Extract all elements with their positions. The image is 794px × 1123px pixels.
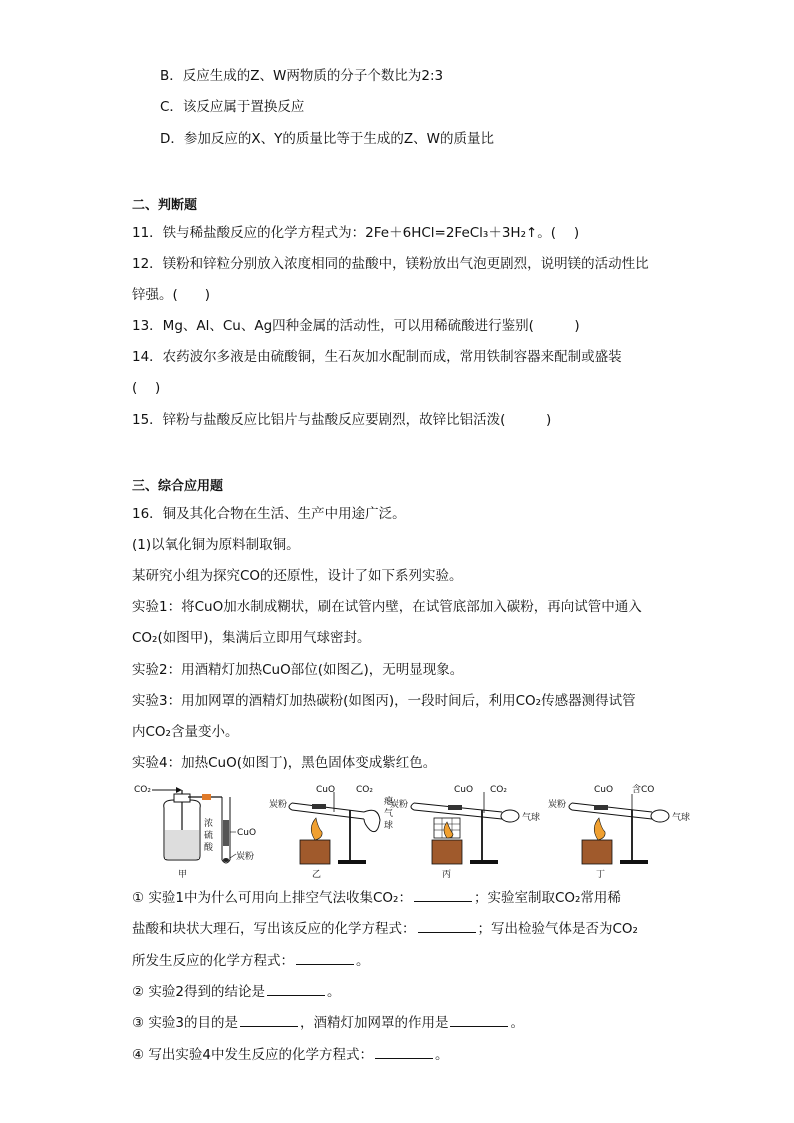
bing-caption: 丙 bbox=[442, 870, 452, 880]
experiment-1-line2: CO₂(如图甲)，集满后立即用气球密封。 bbox=[132, 630, 371, 646]
figure-bing bbox=[390, 785, 540, 880]
question-12-line1: 12．镁粉和锌粒分别放入浓度相同的盐酸中，镁粉放出气泡更剧烈，说明镁的活动性比 bbox=[132, 256, 649, 272]
yi-cuo-label: CuO bbox=[316, 785, 336, 795]
answer-blank-3[interactable] bbox=[296, 950, 354, 965]
experiment-intro: 某研究小组为探究CO的还原性，设计了如下系列实验。 bbox=[132, 568, 463, 584]
question-16-part1: (1)以氧化铜为原料制取铜。 bbox=[132, 537, 300, 553]
experiment-3-line2: 内CO₂含量变小。 bbox=[132, 724, 239, 740]
yi-carbon-label: 炭粉 bbox=[269, 800, 288, 810]
jia-acid-char3: 酸 bbox=[204, 843, 214, 853]
jia-cuo-label: CuO bbox=[237, 828, 257, 838]
jia-acid-char1: 浓 bbox=[204, 819, 214, 829]
subquestion-1-line3 bbox=[132, 950, 370, 971]
bing-carbon-label: 炭粉 bbox=[390, 800, 409, 810]
experiment-2: 实验2：用酒精灯加热CuO部位(如图乙)，无明显现象。 bbox=[132, 662, 464, 678]
ding-cuo-label: CuO bbox=[594, 785, 614, 795]
answer-blank-1[interactable] bbox=[414, 887, 472, 902]
apparatus-figure bbox=[132, 780, 692, 885]
subquestion-3-text-c: 。 bbox=[510, 1015, 524, 1031]
subquestion-1-text-d: ；写出检验气体是否为CO₂ bbox=[477, 921, 638, 937]
question-13: 13．Mg、Al、Cu、Ag四种金属的活动性，可以用稀硫酸进行鉴别( ) bbox=[132, 318, 580, 334]
yi-balloon-char2: 气 bbox=[384, 809, 394, 819]
subquestion-1-text-f: 。 bbox=[356, 953, 370, 969]
bing-balloon-label: 气球 bbox=[522, 813, 541, 823]
question-16: 16．铜及其化合物在生活、生产中用途广泛。 bbox=[132, 506, 406, 522]
option-b: B．反应生成的Z、W两物质的分子个数比为2:3 bbox=[160, 68, 444, 84]
subquestion-1-text-e: 所发生反应的化学方程式： bbox=[132, 953, 294, 969]
yi-caption: 乙 bbox=[312, 870, 322, 880]
figure-yi bbox=[269, 785, 393, 880]
ding-caption: 丁 bbox=[596, 870, 606, 880]
ding-co-label: 含CO bbox=[632, 785, 655, 795]
bing-cuo-label: CuO bbox=[454, 785, 474, 795]
question-15: 15．锌粉与盐酸反应比铝片与盐酸反应要剧烈，故锌比铝活泼( ) bbox=[132, 412, 552, 428]
experiment-1-line1: 实验1：将CuO加水制成糊状，刷在试管内壁，在试管底部加入碳粉，再向试管中通入 bbox=[132, 599, 642, 615]
option-d: D．参加反应的X、Y的质量比等于生成的Z、W的质量比 bbox=[160, 131, 494, 147]
yi-balloon-char1: 瘪 bbox=[384, 797, 394, 807]
answer-blank-7[interactable] bbox=[375, 1044, 433, 1059]
option-c: C．该反应属于置换反应 bbox=[160, 99, 305, 115]
question-11: 11．铁与稀盐酸反应的化学方程式为：2Fe＋6HCl=2FeCl₃＋3H₂↑。( ) bbox=[132, 225, 580, 241]
subquestion-3 bbox=[132, 1012, 524, 1033]
subquestion-2-text-a: ② 实验2得到的结论是 bbox=[132, 984, 265, 1000]
answer-blank-5[interactable] bbox=[240, 1012, 298, 1027]
subquestion-2-text-b: 。 bbox=[326, 984, 341, 1000]
answer-blank-6[interactable] bbox=[450, 1012, 508, 1027]
jia-carbon-label: 炭粉 bbox=[236, 852, 255, 862]
subquestion-3-text-b: ，酒精灯加网罩的作用是 bbox=[299, 1015, 449, 1031]
jia-co2-label: CO₂ bbox=[134, 785, 151, 795]
subquestion-1-text-a: ① 实验1中为什么可用向上排空气法收集CO₂： bbox=[132, 890, 412, 906]
question-14-line1: 14．农药波尔多液是由硫酸铜，生石灰加水配制而成，常用铁制容器来配制或盛装 bbox=[132, 349, 622, 365]
ding-carbon-label: 炭粉 bbox=[548, 800, 567, 810]
subquestion-1-line1 bbox=[132, 887, 621, 908]
experiment-3-line1: 实验3：用加网罩的酒精灯加热碳粉(如图丙)，一段时间后，利用CO₂传感器测得试管 bbox=[132, 693, 636, 709]
experiment-4: 实验4：加热CuO(如图丁)，黑色固体变成紫红色。 bbox=[132, 755, 437, 771]
subquestion-1-text-c: 盐酸和块状大理石，写出该反应的化学方程式： bbox=[132, 921, 416, 937]
yi-balloon-char3: 球 bbox=[384, 821, 394, 831]
section-title-judgment: 二、判断题 bbox=[132, 198, 198, 213]
bing-co2-label: CO₂ bbox=[490, 785, 507, 795]
subquestion-1-text-b: ；实验室制取CO₂常用稀 bbox=[473, 890, 621, 906]
subquestion-4 bbox=[132, 1044, 448, 1065]
subquestion-2 bbox=[132, 981, 340, 1002]
subquestion-4-text-a: ④ 写出实验4中发生反应的化学方程式： bbox=[132, 1047, 373, 1063]
question-12-line2: 锌强。( ) bbox=[132, 287, 211, 303]
section-title-application: 三、综合应用题 bbox=[132, 479, 224, 494]
subquestion-1-line2 bbox=[132, 918, 638, 939]
figure-jia bbox=[134, 785, 256, 880]
answer-blank-4[interactable] bbox=[267, 981, 325, 996]
question-14-line2: ( ) bbox=[132, 380, 161, 396]
ding-balloon-label: 气球 bbox=[672, 813, 691, 823]
yi-co2-label: CO₂ bbox=[356, 785, 373, 795]
answer-blank-2[interactable] bbox=[418, 918, 476, 933]
subquestion-3-text-a: ③ 实验3的目的是 bbox=[132, 1015, 238, 1031]
jia-acid-char2: 硫 bbox=[204, 831, 214, 841]
jia-caption: 甲 bbox=[178, 870, 188, 880]
subquestion-4-text-b: 。 bbox=[434, 1047, 449, 1063]
figure-ding bbox=[548, 783, 690, 880]
